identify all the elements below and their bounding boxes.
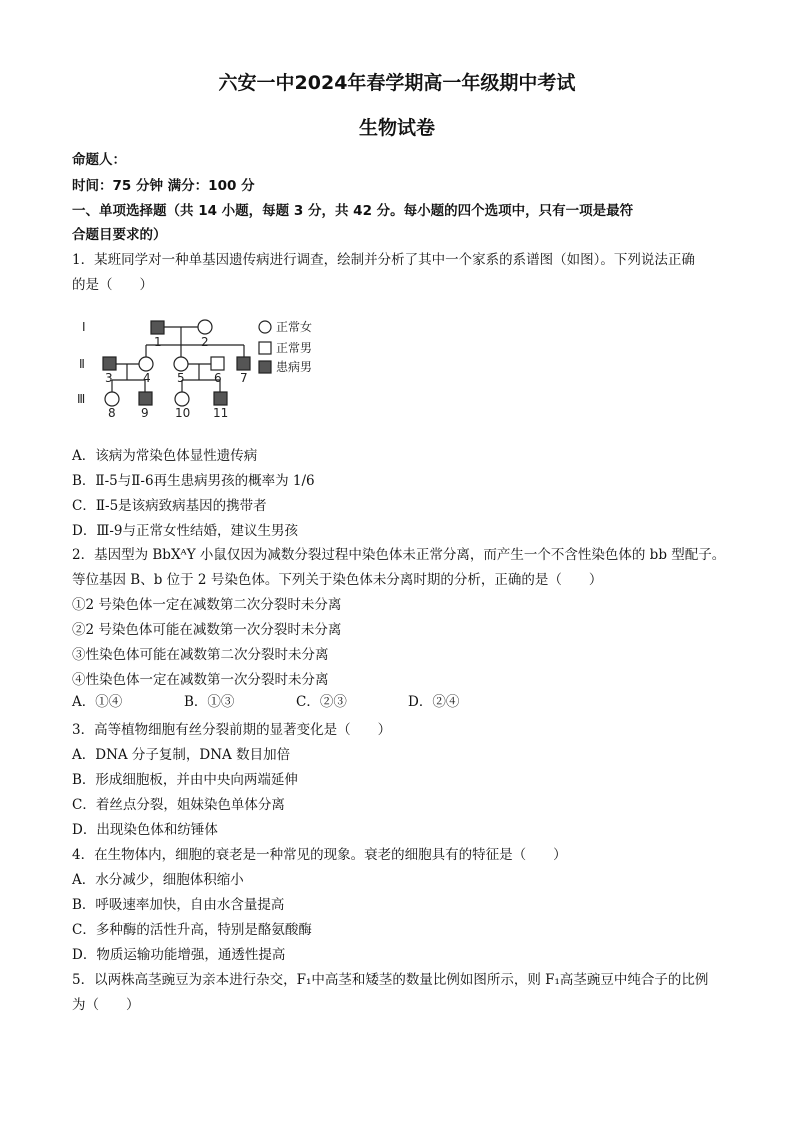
legend-normal-female-label: 正常女: [276, 320, 313, 334]
q1-option-d: D．Ⅲ-9与正常女性结婚，建议生男孩: [72, 523, 298, 539]
q2-stem-line2: 等位基因 B、b 位于 2 号染色体。下列关于染色体未分离时期的分析，正确的是（ ）: [72, 572, 603, 588]
q2-option-a: A．①④: [72, 694, 123, 710]
q1-option-c: C．Ⅱ-5是该病致病基因的携带者: [72, 498, 267, 514]
legend-normal-male-symbol: [259, 342, 271, 354]
q1-option-b: B．Ⅱ-5与Ⅱ-6再生患病男孩的概率为 1/6: [72, 473, 315, 489]
legend-normal-female-symbol: [259, 321, 271, 333]
q2-item-3: ③性染色体可能在减数第二次分裂时未分离: [72, 647, 329, 663]
individual-number-3: 3: [105, 371, 113, 385]
q4-option-b: B．呼吸速率加快，自由水含量提高: [72, 897, 285, 913]
q3-option-d: D．出现染色体和纺锤体: [72, 822, 218, 838]
q1-option-a: A．该病为常染色体显性遗传病: [72, 448, 258, 464]
individual-number-2: 2: [201, 335, 209, 349]
time-score-line: 时间：75 分钟 满分：100 分: [72, 178, 255, 194]
q2-option-c: C．②③: [296, 694, 347, 710]
q1-stem-line1: 1．某班同学对一种单基因遗传病进行调查，绘制并分析了其中一个家系的系谱图（如图）。下列说法正确: [72, 252, 695, 268]
q2-option-b: B．①③: [184, 694, 235, 710]
pedigree-III10-normal-female: [175, 392, 189, 406]
individual-number-4: 4: [143, 371, 151, 385]
pedigree-II4-normal-female: [139, 357, 153, 371]
pedigree-II5-normal-female: [174, 357, 188, 371]
pedigree-I2-normal-female: [198, 320, 212, 334]
page-title: 六安一中2024年春学期高一年级期中考试: [218, 72, 576, 94]
generation-label-I: Ⅰ: [82, 320, 86, 334]
generation-label-III: Ⅲ: [77, 392, 86, 406]
q1-stem-line2: 的是（ ）: [72, 277, 153, 293]
pedigree-III9-affected-male: [139, 392, 152, 405]
q2-item-4: ④性染色体一定在减数第一次分裂时未分离: [72, 672, 329, 688]
section-heading-line2: 合题目要求的）: [72, 227, 167, 243]
pedigree-figure: [72, 310, 342, 425]
pedigree-III11-affected-male: [214, 392, 227, 405]
q3-option-b: B．形成细胞板，并由中央向两端延伸: [72, 772, 298, 788]
individual-number-8: 8: [108, 406, 116, 420]
q2-options-row: [72, 690, 592, 710]
legend-affected-male-symbol: [259, 361, 271, 373]
q2-option-d: D．②④: [408, 694, 460, 710]
individual-number-10: 10: [175, 406, 191, 420]
q4-stem: 4．在生物体内，细胞的衰老是一种常见的现象。衰老的细胞具有的特征是（ ）: [72, 847, 567, 863]
individual-number-7: 7: [240, 371, 248, 385]
pedigree-II7-affected-male: [237, 357, 250, 370]
q5-stem-line1: 5．以两株高茎豌豆为亲本进行杂交，F₁中高茎和矮茎的数量比例如图所示，则 F₁高茎豌豆中纯合子的比例: [72, 972, 709, 988]
legend-affected-male-label: 患病男: [276, 360, 313, 374]
q4-option-c: C．多种酶的活性升高，特别是酪氨酸酶: [72, 922, 312, 938]
q2-item-2: ②2 号染色体可能在减数第一次分裂时未分离: [72, 622, 342, 638]
legend-normal-male-label: 正常男: [276, 341, 313, 355]
author-line: 命题人：: [72, 152, 126, 168]
q2-item-1: ①2 号染色体一定在减数第二次分裂时未分离: [72, 597, 342, 613]
pedigree-II3-affected-male: [103, 357, 116, 370]
q3-stem: 3．高等植物细胞有丝分裂前期的显著变化是（ ）: [72, 722, 392, 738]
pedigree-II6-normal-male: [211, 357, 224, 370]
generation-label-II: Ⅱ: [79, 357, 85, 371]
individual-number-1: 1: [154, 335, 162, 349]
pedigree-III8-normal-female: [105, 392, 119, 406]
q3-option-c: C．着丝点分裂，姐妹染色单体分离: [72, 797, 285, 813]
q5-stem-line2: 为（ ）: [72, 997, 140, 1013]
pedigree-I1-affected-male: [151, 321, 164, 334]
q4-option-d: D．物质运输功能增强，通透性提高: [72, 947, 286, 963]
q2-stem-line1: 2．基因型为 BbXᴬY 小鼠仅因为减数分裂过程中染色体未正常分离，而产生一个不含性染色体的 bb 型配子。: [72, 547, 726, 563]
q3-option-a: A．DNA 分子复制，DNA 数目加倍: [72, 747, 291, 763]
q4-option-a: A．水分减少，细胞体积缩小: [72, 872, 244, 888]
individual-number-9: 9: [141, 406, 149, 420]
individual-number-6: 6: [214, 371, 222, 385]
individual-number-11: 11: [213, 406, 229, 420]
page-subtitle: 生物试卷: [358, 117, 435, 139]
section-heading-line1: 一、单项选择题（共 14 小题，每题 3 分，共 42 分。每小题的四个选项中，只有一项是最符: [72, 203, 634, 219]
individual-number-5: 5: [177, 371, 185, 385]
